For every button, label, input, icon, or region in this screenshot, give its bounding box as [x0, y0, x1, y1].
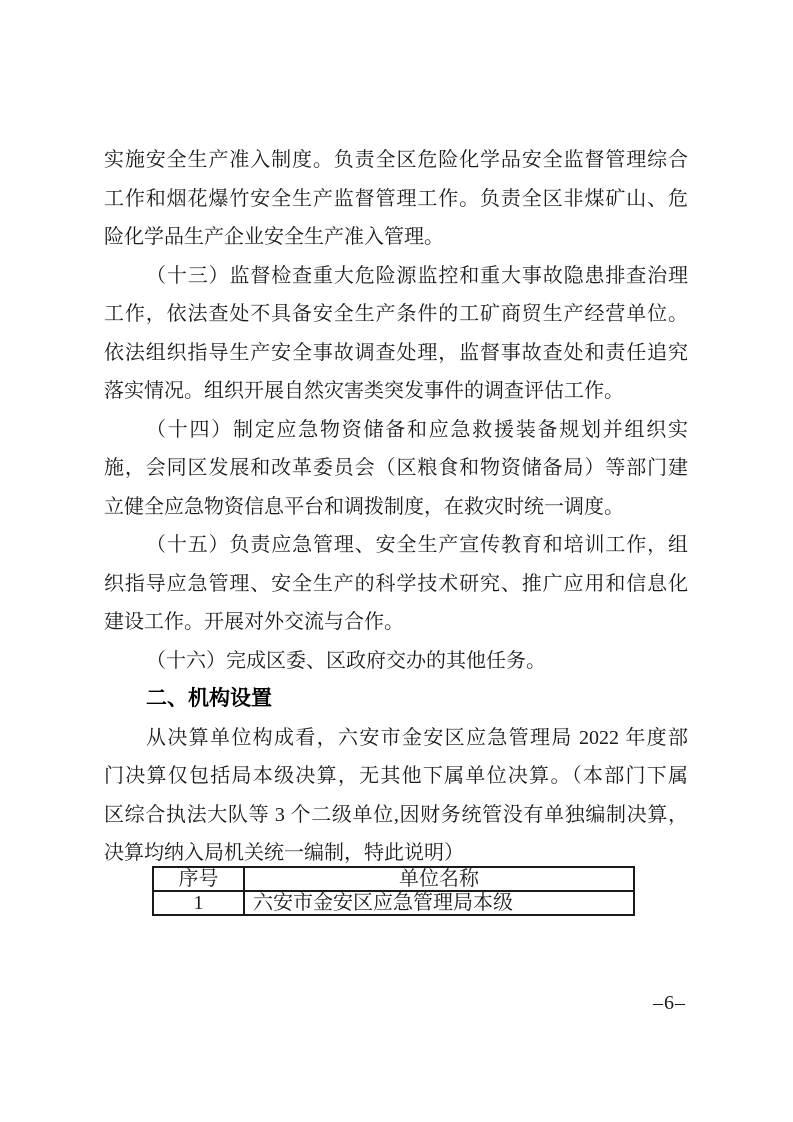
section-heading: 二、机构设置	[146, 687, 272, 710]
text-line: 从决算单位构成看，六安市金安区应急管理局 2022 年度部	[146, 726, 688, 749]
text-line: 依法组织指导生产安全事故调查处理，监督事故查处和责任追究	[104, 341, 688, 364]
table-header-unit-name: 单位名称	[244, 867, 634, 891]
text-line: 立健全应急物资信息平台和调拨制度，在救灾时统一调度。	[104, 495, 624, 518]
paragraph-duty-15	[104, 526, 688, 642]
text-line: 落实情况。组织开展自然灾害类突发事件的调查评估工作。	[104, 380, 624, 402]
text-block	[104, 141, 688, 873]
text-line: 建设工作。开展对外交流与合作。	[104, 611, 404, 633]
text-line: （十五）负责应急管理、安全生产宣传教育和培训工作，组	[146, 534, 688, 556]
cell-unit-name: 六安市金安区应急管理局本级	[244, 891, 634, 915]
text-line: （十六）完成区委、区政府交办的其他任务。	[146, 649, 546, 672]
paragraph-duties-intro	[104, 141, 688, 257]
table-header-serial: 序号	[153, 867, 244, 891]
text-line: 织指导应急管理、安全生产的科学技术研究、推广应用和信息化	[104, 572, 688, 595]
text-line: 实施安全生产准入制度。负责全区危险化学品安全监督管理综合	[104, 149, 688, 171]
text-line: 门决算仅包括局本级决算，无其他下属单位决算。（本部门下属	[104, 765, 688, 787]
cell-serial-number: 1	[153, 891, 244, 915]
text-line: 区综合执法大队等 3 个二级单位,因财务统管没有单独编制决算，	[104, 803, 688, 826]
text-line: 工作和烟花爆竹安全生产监督管理工作。负责全区非煤矿山、危	[104, 187, 688, 210]
paragraph-duty-16	[104, 642, 688, 681]
text-line: 险化学品生产企业安全生产准入管理。	[104, 226, 444, 248]
table-header-row	[153, 867, 634, 891]
text-line: 决算均纳入局机关统一编制，特此说明）	[104, 842, 464, 864]
text-line: （十四）制定应急物资储备和应急救援装备规划并组织实	[146, 418, 688, 441]
paragraph-org-structure	[104, 719, 688, 873]
text-line: 工作，依法查处不具备安全生产条件的工矿商贸生产经营单位。	[104, 303, 688, 325]
text-line: （十三）监督检查重大危险源监控和重大事故隐患排查治理	[146, 264, 688, 287]
paragraph-duty-14	[104, 411, 688, 527]
page-number: –6–	[653, 992, 686, 1014]
unit-table	[152, 866, 635, 916]
text-line: 施，会同区发展和改革委员会（区粮食和物资储备局）等部门建	[104, 457, 688, 479]
paragraph-duty-13	[104, 257, 688, 411]
table-row	[153, 891, 634, 915]
